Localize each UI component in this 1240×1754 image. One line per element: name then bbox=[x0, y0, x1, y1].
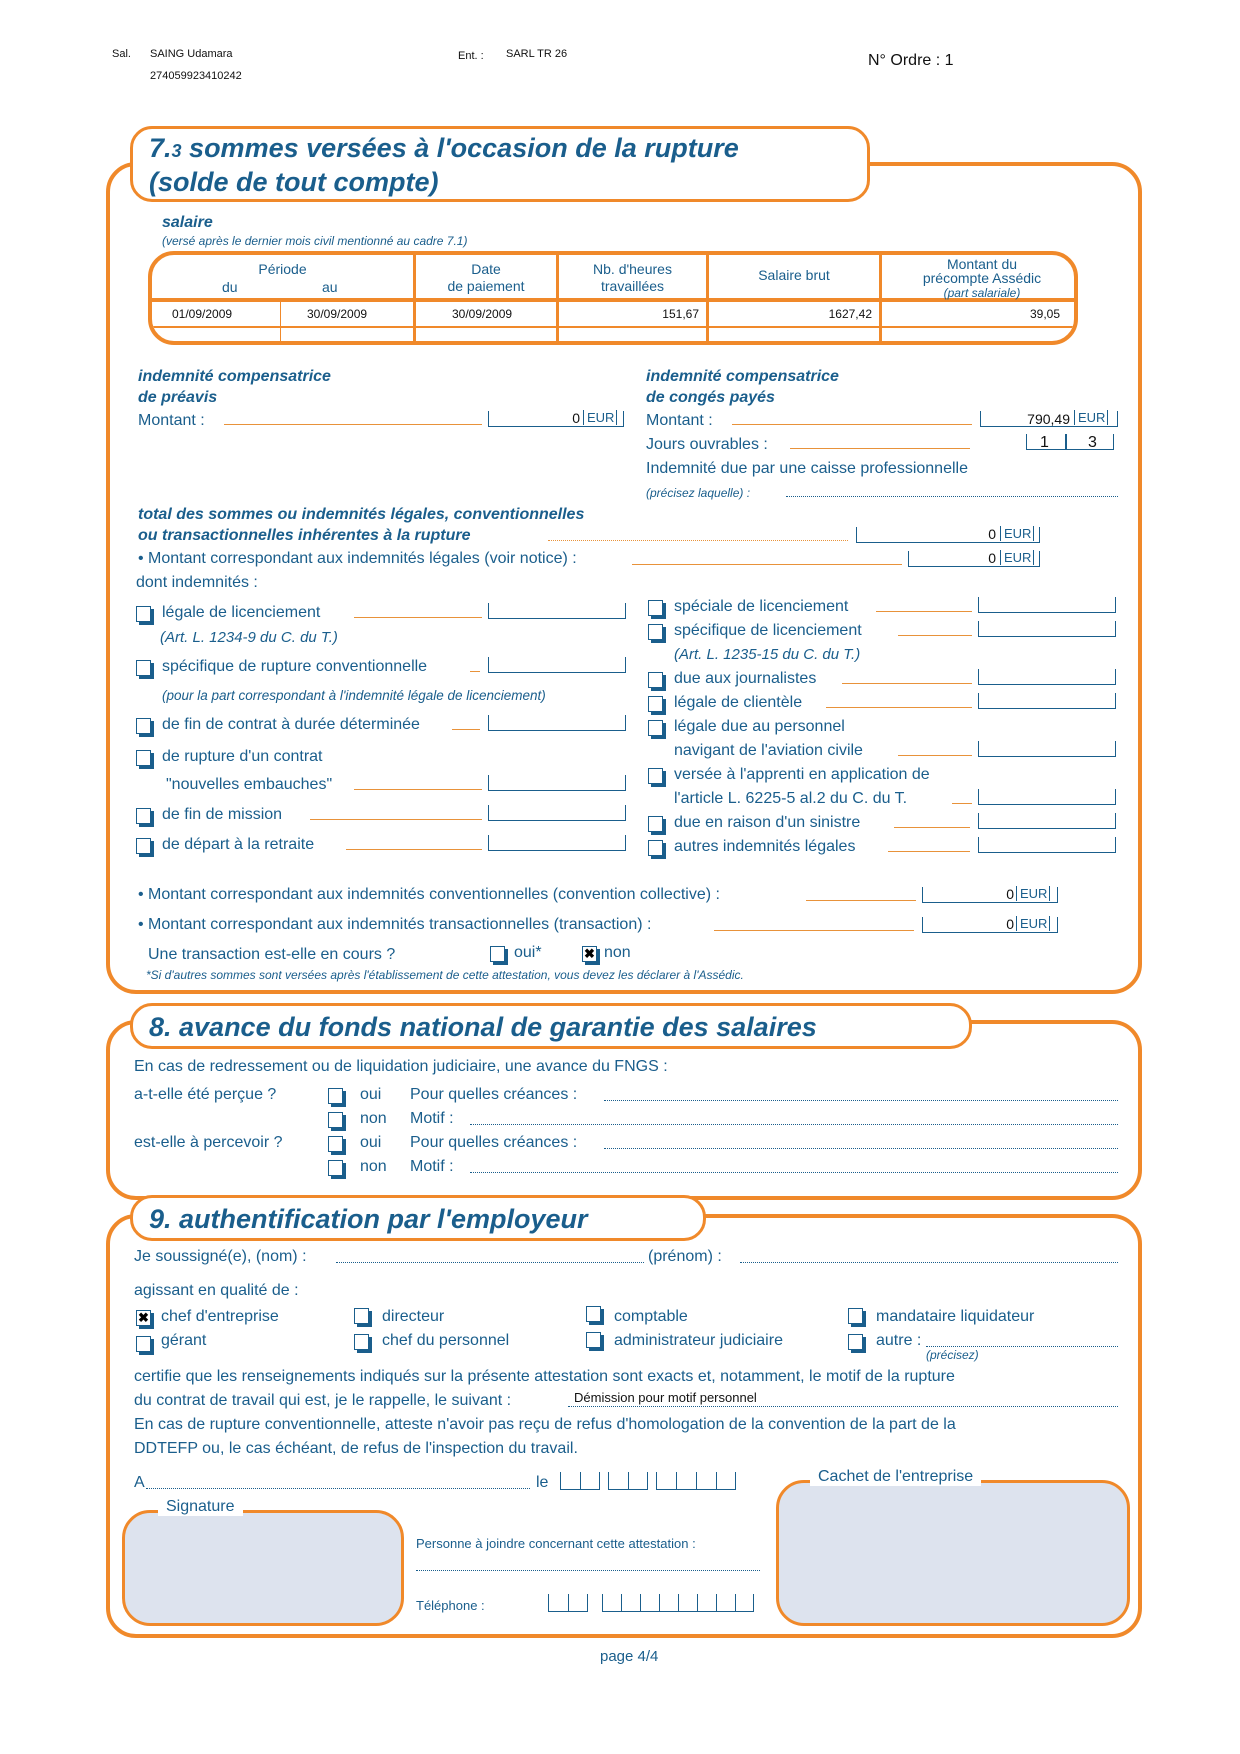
label-nouvelles-embauches-2: "nouvelles embauches" bbox=[166, 776, 333, 793]
telephone-label: Téléphone : bbox=[416, 1598, 485, 1613]
checkbox-percevoir-oui[interactable] bbox=[328, 1136, 343, 1152]
percevoir-motif-field[interactable] bbox=[470, 1172, 1118, 1173]
page-number: page 4/4 bbox=[600, 1648, 659, 1665]
percue-creances-label: Pour quelles créances : bbox=[410, 1086, 578, 1103]
line bbox=[354, 617, 482, 618]
signature-label: Signature bbox=[158, 1498, 243, 1516]
checkbox-chef-entreprise[interactable]: ✖ bbox=[136, 1310, 151, 1326]
total-dots bbox=[548, 540, 848, 541]
checkbox-sinistre[interactable] bbox=[648, 816, 663, 832]
conventionnelles-value: 0 bbox=[1006, 886, 1014, 902]
salarie-name: SAING Udamara bbox=[150, 48, 233, 60]
rupture-line1: En cas de rupture conventionnelle, atteste n'avoir pas reçu de refus d'homologation de la convention de la part de la bbox=[134, 1416, 956, 1433]
motif-rupture-field[interactable] bbox=[568, 1406, 1118, 1407]
preavis-line bbox=[224, 424, 482, 425]
fngs-q2: est-elle à percevoir ? bbox=[134, 1134, 283, 1151]
checkbox-depart-retraite[interactable] bbox=[136, 838, 151, 854]
role-mandataire: mandataire liquidateur bbox=[876, 1308, 1035, 1325]
date-label: le bbox=[536, 1474, 549, 1491]
checkbox-specifique-licenciement[interactable] bbox=[648, 624, 663, 640]
percue-creances-field[interactable] bbox=[604, 1100, 1118, 1101]
phone-digit[interactable] bbox=[716, 1594, 735, 1612]
field-autres-legales[interactable] bbox=[978, 837, 1116, 853]
line bbox=[470, 671, 480, 672]
conges-montant-label: Montant : bbox=[646, 412, 713, 429]
field-clientele[interactable] bbox=[978, 693, 1116, 709]
col-au: au bbox=[322, 279, 338, 295]
legales-line bbox=[632, 564, 902, 565]
line bbox=[826, 707, 972, 708]
checkbox-legale-licenciement[interactable] bbox=[136, 606, 151, 622]
percevoir-motif-label: Motif : bbox=[410, 1158, 454, 1175]
phone-digit[interactable] bbox=[697, 1594, 716, 1612]
conventionnelles-line bbox=[806, 900, 916, 901]
salarie-number: 274059923410242 bbox=[150, 70, 242, 82]
note-rupture-conventionnelle: (pour la part correspondant à l'indemnité légale de licenciement) bbox=[162, 688, 546, 703]
col-date: Date de paiement bbox=[447, 261, 525, 294]
transaction-oui-label: oui* bbox=[514, 944, 542, 961]
line bbox=[952, 803, 972, 804]
checkbox-journalistes[interactable] bbox=[648, 672, 663, 688]
transaction-non-label: non bbox=[604, 944, 631, 961]
jours-d1: 1 bbox=[1040, 434, 1049, 451]
certifie-line2: du contrat de travail qui est, je le rappelle, le suivant : bbox=[134, 1392, 512, 1409]
transactionnelles-currency: EUR bbox=[1016, 916, 1050, 931]
total-title: total des sommes ou indemnités légales, conventionnelles ou transactionnelles inhérentes à la rupture bbox=[138, 506, 585, 544]
role-administrateur: administrateur judiciaire bbox=[614, 1332, 783, 1349]
phone-digit[interactable] bbox=[659, 1594, 678, 1612]
numero-ordre: N° Ordre : 1 bbox=[868, 52, 954, 69]
checkbox-directeur[interactable] bbox=[354, 1308, 369, 1324]
line bbox=[876, 611, 972, 612]
phone-digit[interactable] bbox=[621, 1594, 640, 1612]
field-speciale-licenciement[interactable] bbox=[978, 597, 1116, 613]
label-fin-cdd: de fin de contrat à durée déterminée bbox=[162, 716, 420, 733]
role-autre: autre : bbox=[876, 1332, 922, 1349]
field-fin-mission[interactable] bbox=[488, 805, 626, 821]
salaire-note: (versé après le dernier mois civil mentionné au cadre 7.1) bbox=[162, 234, 468, 248]
label-aviation-civile: légale due au personnel bbox=[674, 718, 845, 735]
checkbox-rupture-conventionnelle[interactable] bbox=[136, 660, 151, 676]
checkbox-nouvelles-embauches[interactable] bbox=[136, 750, 151, 766]
date-digit[interactable] bbox=[628, 1472, 648, 1490]
field-specifique-licenciement[interactable] bbox=[978, 621, 1116, 637]
label-speciale-licenciement: spéciale de licenciement bbox=[674, 598, 849, 615]
autre-field[interactable] bbox=[926, 1346, 1118, 1347]
date-digit[interactable] bbox=[656, 1472, 676, 1490]
line bbox=[898, 755, 972, 756]
conventionnelles-currency: EUR bbox=[1016, 886, 1050, 901]
role-gerant: gérant bbox=[161, 1332, 207, 1349]
role-comptable: comptable bbox=[614, 1308, 688, 1325]
conventionnelles-label: • Montant correspondant aux indemnités conventionnelles (convention collective) : bbox=[138, 886, 720, 903]
checkbox-speciale-licenciement[interactable] bbox=[648, 600, 663, 616]
prenom-field[interactable] bbox=[740, 1262, 1118, 1263]
col-precompte: Montant du précompte Assédic (part salariale) bbox=[922, 256, 1042, 300]
label-journalistes: due aux journalistes bbox=[674, 670, 817, 687]
caisse-note: (précisez laquelle) : bbox=[646, 486, 751, 500]
jours-line bbox=[790, 448, 970, 449]
checkbox-mandataire[interactable] bbox=[848, 1308, 863, 1324]
transactionnelles-label: • Montant correspondant aux indemnités transactionnelles (transaction) : bbox=[138, 916, 652, 933]
label-legale-licenciement: légale de licenciement bbox=[162, 604, 321, 621]
label-specifique-licenciement: spécifique de licenciement bbox=[674, 622, 862, 639]
field-apprenti[interactable] bbox=[978, 789, 1116, 805]
checkbox-aviation-civile[interactable] bbox=[648, 720, 663, 736]
percue-oui-label: oui bbox=[360, 1086, 382, 1103]
line bbox=[452, 729, 480, 730]
cachet-label: Cachet de l'entreprise bbox=[810, 1468, 981, 1486]
field-legale-licenciement[interactable] bbox=[488, 603, 626, 619]
checkbox-gerant[interactable] bbox=[136, 1336, 151, 1352]
label-apprenti-2: l'article L. 6225-5 al.2 du C. du T. bbox=[674, 790, 908, 807]
transaction-question: Une transaction est-elle en cours ? bbox=[148, 946, 396, 963]
transactionnelles-value: 0 bbox=[1006, 916, 1014, 932]
checkbox-apprenti[interactable] bbox=[648, 768, 663, 784]
date-digit[interactable] bbox=[676, 1472, 696, 1490]
nom-label: Je soussigné(e), (nom) : bbox=[134, 1248, 307, 1265]
jours-label: Jours ouvrables : bbox=[646, 436, 768, 453]
date-digit[interactable] bbox=[560, 1472, 580, 1490]
preavis-montant-value: 0 bbox=[572, 410, 580, 426]
cell-brut[interactable]: 1627,42 bbox=[828, 307, 872, 321]
label-autres-legales: autres indemnités légales bbox=[674, 838, 856, 855]
phone-digit[interactable] bbox=[568, 1594, 588, 1612]
label-apprenti: versée à l'apprenti en application de bbox=[674, 766, 930, 783]
date-digit[interactable] bbox=[696, 1472, 716, 1490]
col-du: du bbox=[222, 279, 238, 295]
lieu-label: A bbox=[134, 1474, 145, 1491]
line bbox=[894, 827, 970, 828]
dont-label: dont indemnités : bbox=[136, 574, 258, 591]
checkbox-transaction-oui[interactable] bbox=[490, 946, 505, 962]
col-brut: Salaire brut bbox=[758, 267, 830, 283]
checkbox-transaction-non[interactable]: ✖ bbox=[582, 946, 597, 962]
label-sinistre: due en raison d'un sinistre bbox=[674, 814, 861, 831]
entreprise-label: Ent. : bbox=[458, 50, 484, 62]
personne-label: Personne à joindre concernant cette attestation : bbox=[416, 1536, 696, 1551]
cell-date[interactable]: 30/09/2009 bbox=[452, 307, 513, 321]
caisse-label: Indemnité due par une caisse professionnelle bbox=[646, 460, 968, 477]
percue-motif-label: Motif : bbox=[410, 1110, 454, 1127]
role-chef-entreprise: chef d'entreprise bbox=[161, 1308, 279, 1325]
jours-d2: 3 bbox=[1088, 434, 1097, 451]
percevoir-creances-label: Pour quelles créances : bbox=[410, 1134, 578, 1151]
label-fin-mission: de fin de mission bbox=[162, 806, 283, 823]
qualite-label: agissant en qualité de : bbox=[134, 1282, 299, 1299]
field-nouvelles-embauches[interactable] bbox=[488, 775, 626, 791]
line bbox=[898, 635, 972, 636]
total-value: 0 bbox=[988, 526, 996, 542]
field-depart-retraite[interactable] bbox=[488, 835, 626, 851]
motif-rupture-value: Démission pour motif personnel bbox=[574, 1390, 757, 1405]
signature-area[interactable] bbox=[122, 1510, 404, 1626]
conges-line bbox=[732, 424, 972, 425]
conges-montant-value: 790,49 bbox=[1027, 411, 1070, 427]
fngs-q1: a-t-elle été perçue ? bbox=[134, 1086, 277, 1103]
certifie-line1: certifie que les renseignements indiqués sur la présente attestation sont exacts et, notamment, le motif de la rupture bbox=[134, 1368, 955, 1385]
total-currency: EUR bbox=[1000, 526, 1034, 541]
salaire-title: salaire bbox=[162, 214, 213, 231]
field-sinistre[interactable] bbox=[978, 813, 1116, 829]
personne-field[interactable] bbox=[416, 1570, 760, 1571]
field-fin-cdd[interactable] bbox=[488, 715, 626, 731]
legales-label: • Montant correspondant aux indemnités légales (voir notice) : bbox=[138, 550, 577, 567]
cachet-area[interactable] bbox=[776, 1480, 1130, 1626]
field-journalistes[interactable] bbox=[978, 669, 1116, 685]
phone-digit[interactable] bbox=[640, 1594, 659, 1612]
line bbox=[346, 849, 482, 850]
role-chef-personnel: chef du personnel bbox=[382, 1332, 510, 1349]
lieu-field[interactable] bbox=[146, 1488, 530, 1489]
entreprise-name: SARL TR 26 bbox=[506, 48, 568, 60]
nom-field[interactable] bbox=[336, 1262, 644, 1263]
role-directeur: directeur bbox=[382, 1308, 445, 1325]
line bbox=[888, 851, 970, 852]
cell-au[interactable]: 30/09/2009 bbox=[307, 307, 368, 321]
salarie-label: Sal. bbox=[112, 48, 131, 60]
preavis-montant-label: Montant : bbox=[138, 412, 205, 429]
label-clientele: légale de clientèle bbox=[674, 694, 803, 711]
preavis-title: indemnité compensatrice de préavis bbox=[138, 368, 331, 406]
percue-motif-field[interactable] bbox=[470, 1124, 1118, 1125]
percevoir-non-label: non bbox=[360, 1158, 387, 1175]
checkbox-percue-non[interactable] bbox=[328, 1112, 343, 1128]
phone-digit[interactable] bbox=[602, 1594, 621, 1612]
rupture-line2: DDTEFP ou, le cas échéant, de refus de l'inspection du travail. bbox=[134, 1440, 578, 1457]
cell-precompte[interactable]: 39,05 bbox=[1029, 307, 1060, 321]
legales-currency: EUR bbox=[1000, 550, 1034, 565]
percevoir-oui-label: oui bbox=[360, 1134, 382, 1151]
preavis-currency: EUR bbox=[583, 410, 617, 425]
salaire-table bbox=[148, 251, 1078, 345]
checkbox-administrateur[interactable] bbox=[586, 1332, 601, 1348]
percue-non-label: non bbox=[360, 1110, 387, 1127]
checkbox-autre[interactable] bbox=[848, 1334, 863, 1350]
checkbox-chef-personnel[interactable] bbox=[354, 1334, 369, 1350]
section-8-title: 8. avance du fonds national de garantie des salaires bbox=[130, 1003, 972, 1049]
section-73-title: 7.3 sommes versées à l'occasion de la rupture (solde de tout compte) bbox=[130, 126, 870, 202]
note-legale-licenciement: (Art. L. 1234-9 du C. du T.) bbox=[160, 629, 338, 646]
phone-digit[interactable] bbox=[735, 1594, 754, 1612]
checkbox-fin-cdd[interactable] bbox=[136, 718, 151, 734]
conges-currency: EUR bbox=[1074, 410, 1108, 425]
label-rupture-conventionnelle: spécifique de rupture conventionnelle bbox=[162, 658, 428, 675]
cell-du[interactable]: 01/09/2009 bbox=[172, 307, 233, 321]
legales-value: 0 bbox=[988, 550, 996, 566]
line bbox=[310, 819, 482, 820]
footnote: *Si d'autres sommes sont versées après l'établissement de cette attestation, vous devez les déclarer à l'Assédic. bbox=[146, 968, 744, 982]
label-depart-retraite: de départ à la retraite bbox=[162, 836, 315, 853]
fngs-intro: En cas de redressement ou de liquidation judiciaire, une avance du FNGS : bbox=[134, 1058, 668, 1075]
phone-digit[interactable] bbox=[548, 1594, 568, 1612]
transactionnelles-line bbox=[714, 930, 914, 931]
col-periode: Période bbox=[258, 261, 307, 277]
checkbox-comptable[interactable] bbox=[586, 1306, 601, 1322]
section-9-title: 9. authentification par l'employeur bbox=[130, 1195, 706, 1241]
label-nouvelles-embauches: de rupture d'un contrat bbox=[162, 748, 323, 765]
checkbox-percevoir-non[interactable] bbox=[328, 1160, 343, 1176]
prenom-label: (prénom) : bbox=[648, 1248, 722, 1265]
line bbox=[354, 789, 482, 790]
conges-title: indemnité compensatrice de congés payés bbox=[646, 368, 839, 406]
field-aviation-civile[interactable] bbox=[978, 741, 1116, 757]
checkbox-fin-mission[interactable] bbox=[136, 808, 151, 824]
field-rupture-conventionnelle[interactable] bbox=[488, 657, 626, 673]
line bbox=[842, 683, 972, 684]
note-specifique-licenciement: (Art. L. 1235-15 du C. du T.) bbox=[674, 646, 861, 663]
label-aviation-civile-2: navigant de l'aviation civile bbox=[674, 742, 863, 759]
date-digit[interactable] bbox=[608, 1472, 628, 1490]
checkbox-percue-oui[interactable] bbox=[328, 1088, 343, 1104]
date-digit[interactable] bbox=[716, 1472, 736, 1490]
phone-digit[interactable] bbox=[678, 1594, 697, 1612]
precisez-note: (précisez) bbox=[926, 1348, 979, 1362]
cell-heures[interactable]: 151,67 bbox=[662, 307, 699, 321]
date-digit[interactable] bbox=[580, 1472, 600, 1490]
caisse-field[interactable] bbox=[786, 496, 1118, 497]
checkbox-autres-legales[interactable] bbox=[648, 840, 663, 856]
checkbox-clientele[interactable] bbox=[648, 696, 663, 712]
col-heures: Nb. d'heures travaillées bbox=[593, 261, 672, 294]
percevoir-creances-field[interactable] bbox=[604, 1148, 1118, 1149]
